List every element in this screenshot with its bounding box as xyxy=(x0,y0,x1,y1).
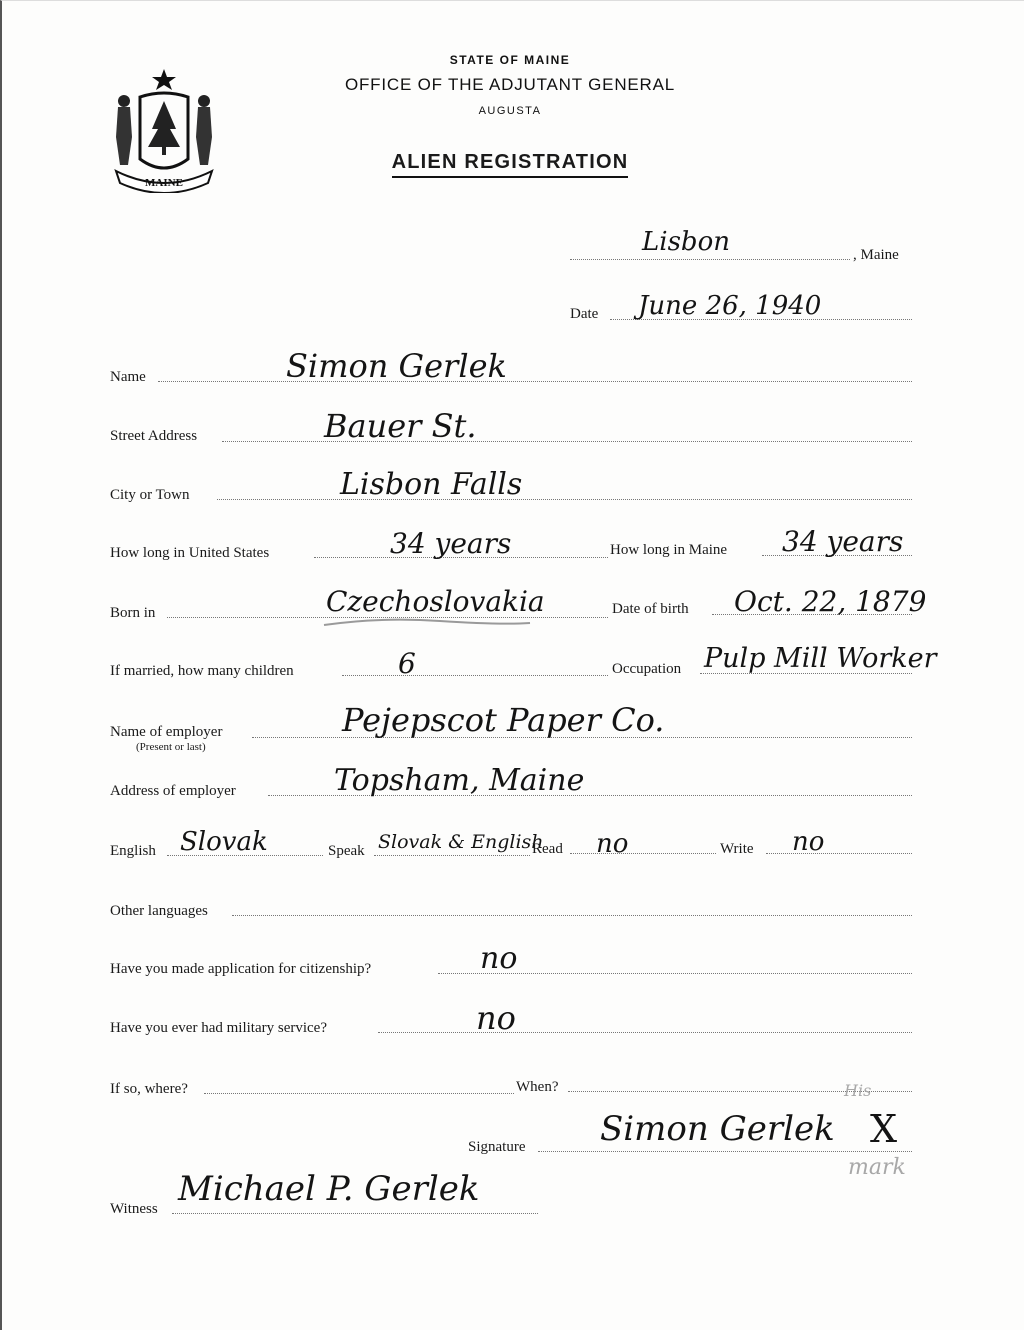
us-duration-label: How long in United States xyxy=(110,545,270,561)
write-label: Write xyxy=(720,841,754,857)
other-languages-label: Other languages xyxy=(110,903,208,919)
children-value: 6 xyxy=(398,647,416,680)
date-value: June 26, 1940 xyxy=(638,291,822,321)
maine-duration-value: 34 years xyxy=(782,525,904,558)
speak-value: Slovak & English xyxy=(378,831,544,853)
speak-label: Speak xyxy=(328,843,365,859)
city-line xyxy=(217,499,912,500)
office-heading: OFFICE OF THE ADJUTANT GENERAL xyxy=(344,75,676,94)
children-label: If married, how many children xyxy=(110,663,294,679)
witness-value: Michael P. Gerlek xyxy=(178,1169,480,1209)
us-duration-value: 34 years xyxy=(390,527,512,560)
witness-line xyxy=(172,1213,538,1214)
street-value: Bauer St. xyxy=(324,407,477,445)
signature-line xyxy=(538,1151,912,1152)
children-line xyxy=(342,675,608,676)
employer-label: Name of employer xyxy=(110,724,223,740)
street-label: Street Address xyxy=(110,428,198,444)
military-label: Have you ever had military service? xyxy=(110,1020,327,1036)
signature-his-note: His xyxy=(844,1081,872,1100)
english-value: Slovak xyxy=(180,827,268,857)
name-line xyxy=(158,381,912,382)
signature-mark-note: mark xyxy=(848,1155,906,1180)
when-label: When? xyxy=(516,1079,559,1095)
employer-value: Pejepscot Paper Co. xyxy=(342,701,665,739)
where-label: If so, where? xyxy=(110,1081,188,1097)
employer-sublabel: (Present or last) xyxy=(136,741,206,753)
signature-value: Simon Gerlek xyxy=(600,1109,835,1149)
dob-label: Date of birth xyxy=(612,601,689,617)
city-label: City or Town xyxy=(110,487,190,503)
read-value: no xyxy=(596,829,629,859)
employer-address-value: Topsham, Maine xyxy=(334,763,585,798)
city-value: Lisbon Falls xyxy=(340,467,523,502)
svg-text:MAINE: MAINE xyxy=(145,177,183,189)
signature-mark: X xyxy=(870,1107,898,1151)
military-line xyxy=(378,1032,912,1033)
born-in-label: Born in xyxy=(110,605,156,621)
citizenship-value: no xyxy=(480,941,518,976)
write-line xyxy=(766,853,912,854)
location-suffix: , Maine xyxy=(853,247,899,263)
military-value: no xyxy=(476,999,516,1037)
city-heading: AUGUSTA xyxy=(478,105,542,117)
occupation-label: Occupation xyxy=(612,661,682,677)
location-value: Lisbon xyxy=(642,227,730,257)
dob-value: Oct. 22, 1879 xyxy=(734,585,927,618)
where-line xyxy=(204,1093,514,1094)
other-languages-line xyxy=(232,915,912,916)
maine-duration-label: How long in Maine xyxy=(610,542,728,558)
employer-address-label: Address of employer xyxy=(110,783,236,799)
english-label: English xyxy=(110,843,156,859)
signature-label: Signature xyxy=(468,1139,526,1155)
write-value: no xyxy=(792,827,825,857)
name-label: Name xyxy=(110,369,146,385)
form-title: ALIEN REGISTRATION xyxy=(2,151,1018,174)
witness-label: Witness xyxy=(110,1201,158,1217)
state-heading: STATE OF MAINE xyxy=(449,53,571,67)
born-in-underline-stroke xyxy=(320,615,534,631)
occupation-value: Pulp Mill Worker xyxy=(704,643,937,674)
citizenship-label: Have you made application for citizenship? xyxy=(110,961,372,977)
location-line xyxy=(570,259,850,260)
born-in-value: Czechoslovakia xyxy=(326,585,545,618)
name-value: Simon Gerlek xyxy=(286,347,507,385)
speak-line xyxy=(374,855,530,856)
read-line xyxy=(570,853,716,854)
date-label: Date xyxy=(570,306,599,322)
read-label: Read xyxy=(532,841,563,857)
